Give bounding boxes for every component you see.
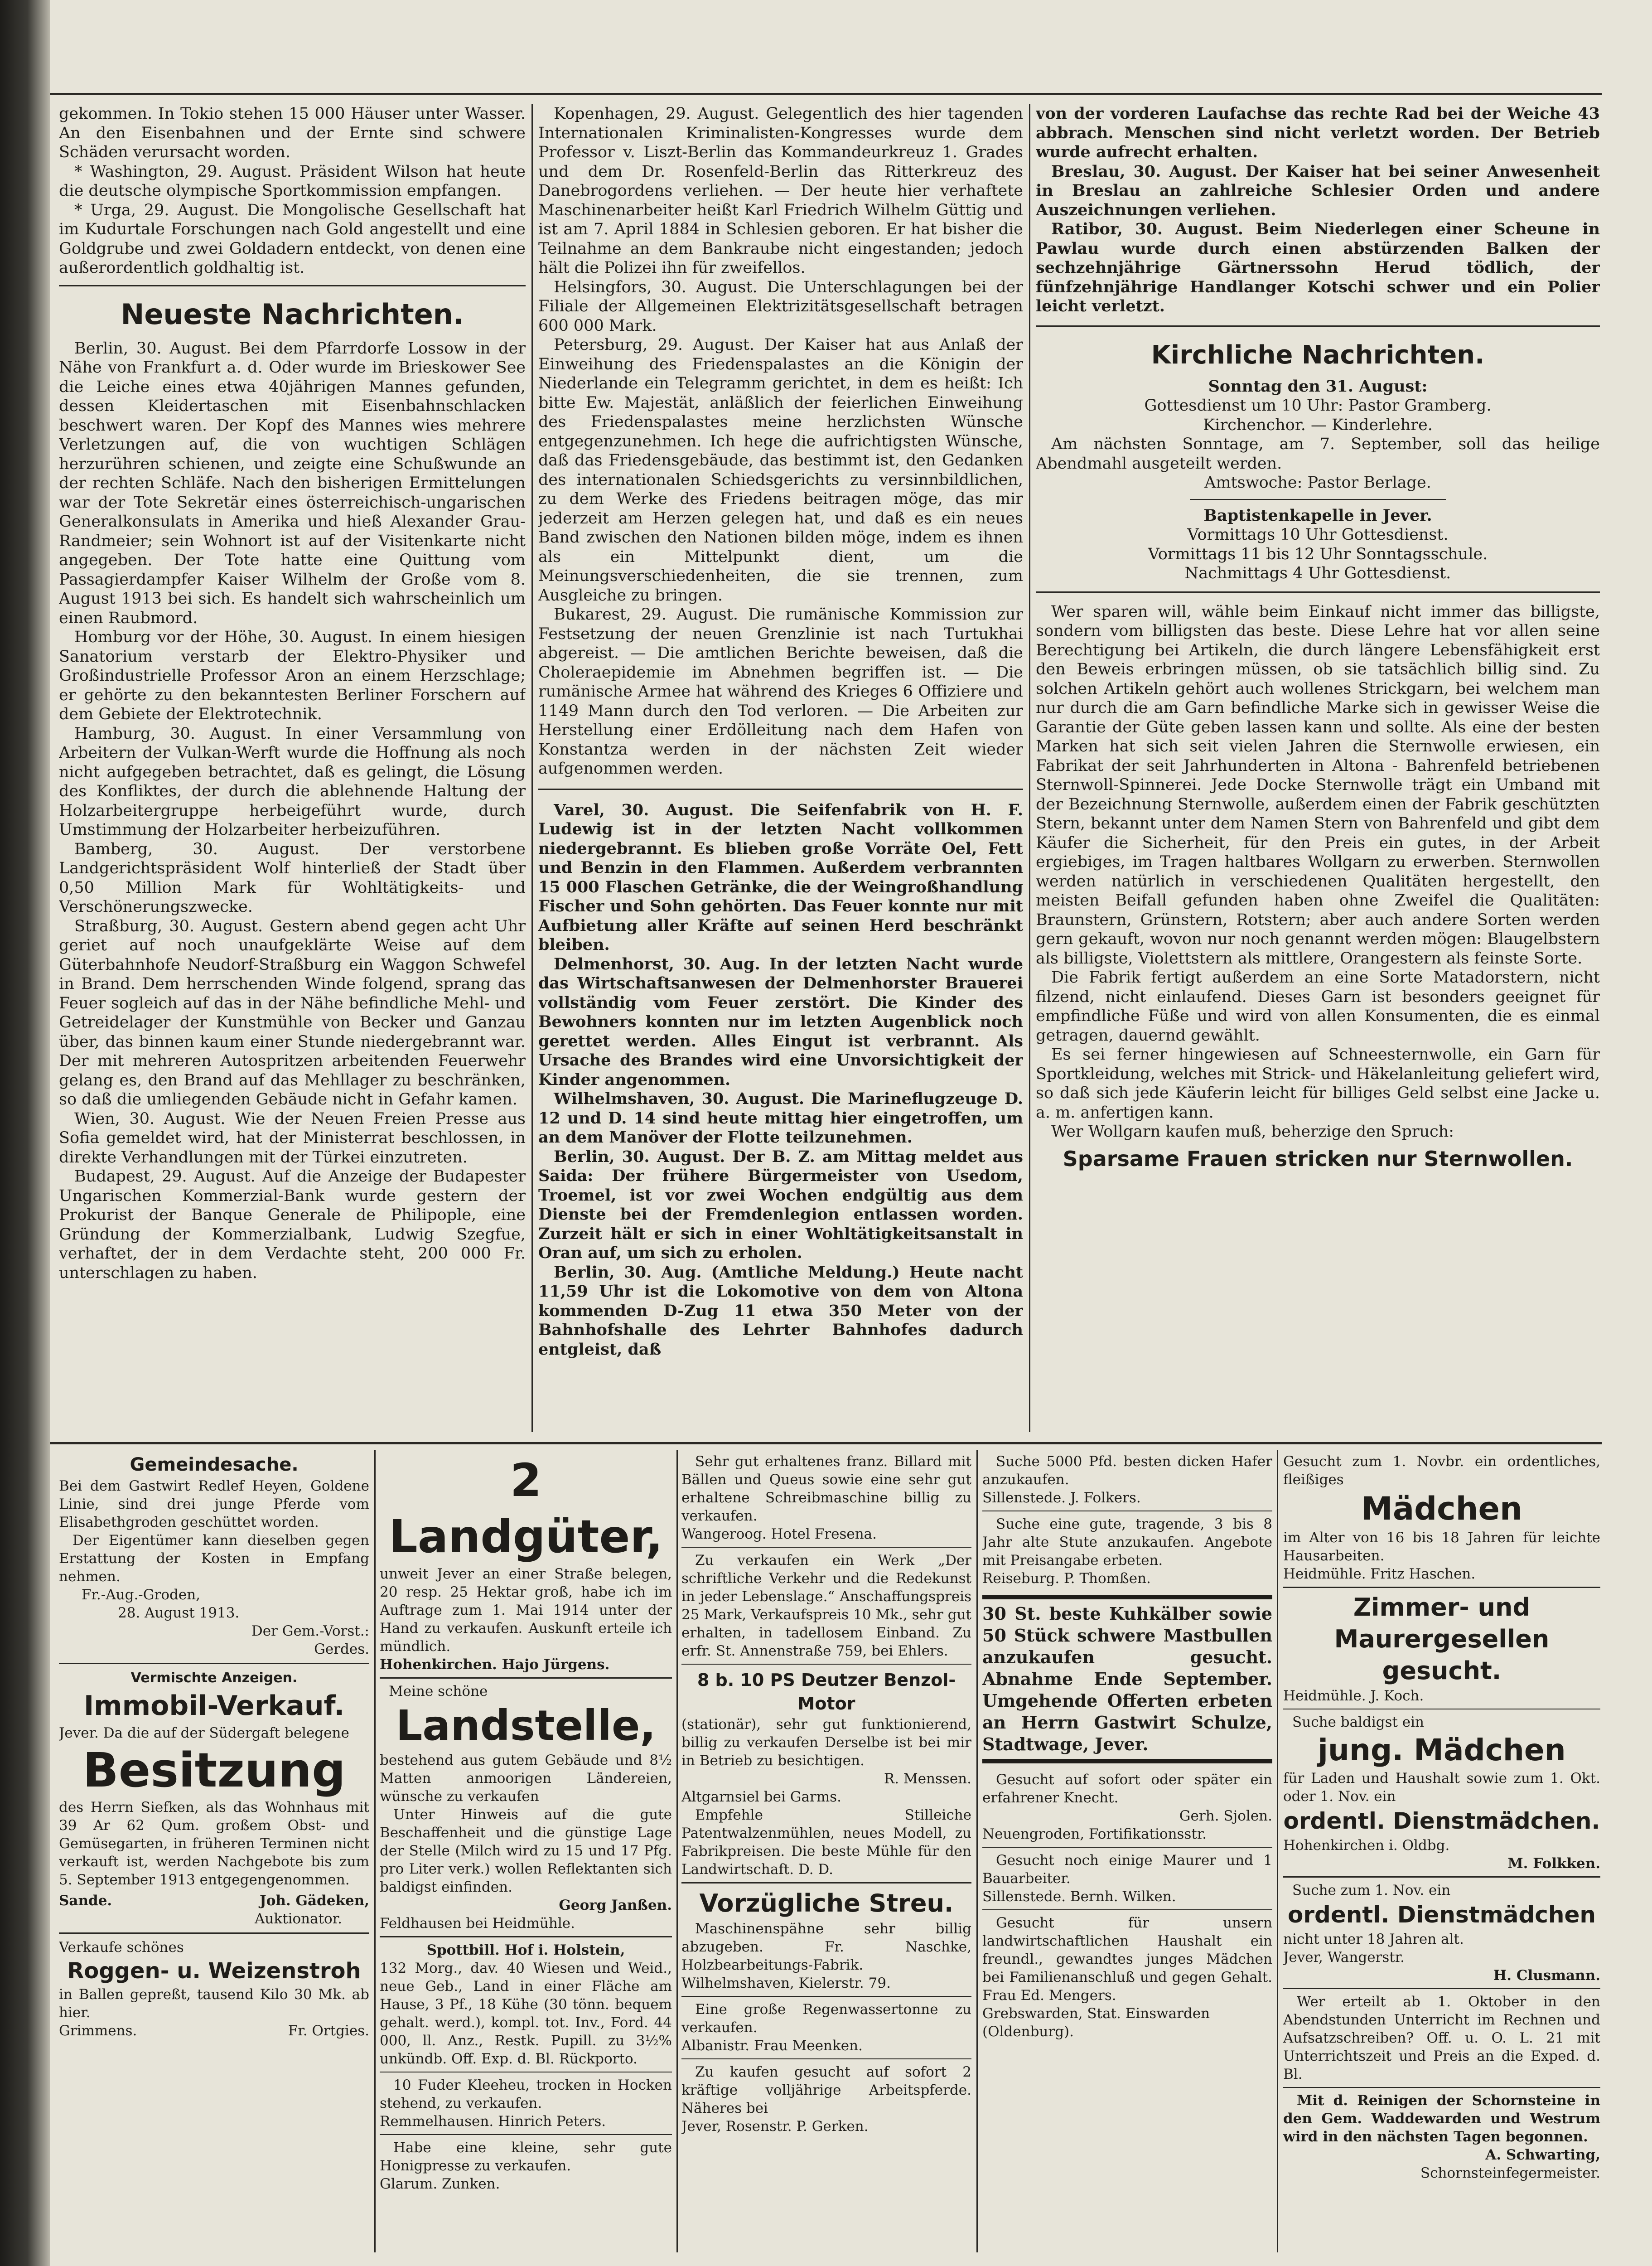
ad-immobil-auctioneer: Joh. Gädeken, bbox=[260, 1893, 369, 1909]
article-bamberg: Bamberg, 30. August. Der verstorbene Landgerichtspräsident Wolf hinterließ der Stadt über 0,50 Million Mark für Wohltätigkeits- und Verschönerungszwecke. bbox=[59, 840, 526, 916]
ad-kleeheu-signature: Remmelhausen. Hinrich Peters. bbox=[380, 2113, 606, 2130]
ad-gemeindesache-signer-name: Gerdes. bbox=[314, 1641, 369, 1657]
ad-landgueter-title: 2 Landgüter, bbox=[389, 1454, 663, 1563]
ad-divider bbox=[1283, 1876, 1600, 1878]
column-rule-1 bbox=[531, 104, 533, 1432]
article-berlin-saida: Berlin, 30. August. Der B. Z. am Mittag meldet aus Saida: Der frühere Bürgermeister von Usedom, Troemel, ist vor zwei Wochen endgültig aus dem Dienste bei der Fremdenlegion entlassen worden. Zurzeit hält er sich in einer Wohltätigkeitsanstalt in Oran auf, um sich zu erholen. bbox=[538, 1147, 1023, 1262]
newspaper-page bbox=[50, 0, 1652, 2266]
ad-kaelber-box bbox=[982, 1595, 1272, 1763]
ad-stute-text: Suche eine gute, tragende, 3 bis 8 Jahr alte Stute anzukaufen. Angebote mit Preisangabe erbeten. bbox=[982, 1516, 1272, 1569]
heading-neueste-nachrichten: Neueste Nachrichten. bbox=[121, 297, 464, 331]
ad-maurer-signature: Sillenstede. Bernh. Wilken. bbox=[982, 1888, 1176, 1905]
ads-column-1 bbox=[59, 1453, 369, 2255]
ad-landstelle-place: Feldhausen bei Heidmühle. bbox=[380, 1915, 575, 1932]
article-urga: * Urga, 29. August. Die Mongolische Gesellschaft hat im Kudurtale Forschungen nach Gold angestellt und eine Goldgrube und zwei Goldadern entdeckt, von denen eine außerordentlich goldhaltig ist. bbox=[59, 201, 526, 277]
ad-dienstmaedchen-2-place: Jever, Wangerstr. bbox=[1283, 1949, 1405, 1966]
ad-kleeheu-text: 10 Fuder Kleeheu, trocken in Hocken stehend, zu verkaufen. bbox=[380, 2077, 672, 2111]
ad-stroh-intro: Verkaufe schönes bbox=[59, 1939, 184, 1956]
ad-dienstmaedchen-2-title: ordentl. Dienstmädchen bbox=[1288, 1902, 1596, 1928]
ad-immobil-text: des Herrn Siefken, als das Wohnhaus mit 39 Ar 62 Qum. großem Obst- und Gemüsegarten, in früheren Terminen nicht verkauft ist, werden Nachgebote bis zum 5. September 1913 entgegengenommen. bbox=[59, 1799, 369, 1888]
ad-hafer-signature: Sillenstede. J. Folkers. bbox=[982, 1490, 1141, 1506]
ads-column-4 bbox=[982, 1453, 1272, 2255]
ad-unterricht-text: Wer erteilt ab 1. Oktober in den Abendstunden Unterricht im Rechnen und Aufsatzschreiben? Off. u. O. L. 21 mit Unterrichtszeit und Preis an die Exped. d. Bl. bbox=[1283, 1994, 1600, 2082]
ad-schornstein-name: A. Schwarting, bbox=[1485, 2147, 1600, 2163]
ad-maedchen-region: (Oldenburg). bbox=[982, 2024, 1074, 2040]
sternwolle-ad-schneestern: Es sei ferner hingewiesen auf Schneesternwolle, ein Garn für Sportkleidung, welches mit Strick- und Häkelanleitung geliefert wird, so daß sich jede Käuferin leicht für billiges Geld selbst eine Jacke u. a. m. anfertigen kann. bbox=[1036, 1046, 1600, 1122]
article-petersburg: Petersburg, 29. August. Der Kaiser hat aus Anlaß der Einweihung des Friedenspalastes an die Königin der Niederlande ein Telegramm gerichtet, in dem es heißt: Ich bitte Ew. Majestät, anläßlich der feierlichen Einweihung des Friedenspalastes meine herzlichsten Wünsche entgegenzunehmen. Ich hege die aufrichtigsten Wünsche, daß das Friedensgebäude, das bestimmt ist, den Gedanken des internationalen Schiedsgerichts zu versinnbildlichen, zu dem Werke des Friedens beitragen möge, das mir jederzeit am Herzen gelegen hat, und daß es ein neues Band zwischen den Nationen bilden möge, indem es ihnen als ein Mittelpunkt dient, um die Meinungsverschiedenheiten, die sie trennen, zum Ausgleiche zu bringen. bbox=[538, 336, 1023, 605]
section-divider bbox=[1190, 499, 1446, 500]
article-varel: Varel, 30. August. Die Seifenfabrik von H. F. Ludewig ist in der letzten Nacht vollkommen niedergebrannt. Es blieben große Vorräte Oel, Fett und Benzin in den Flammen. Außerdem verbrannten 15 000 Flaschen Getränke, die der Weingroßhandlung Fischer und Sohn gehörten. Das Feuer konnte nur mit Aufbietung aller Kräfte auf seinen Herd beschränkt bleiben. bbox=[538, 800, 1023, 954]
article-homburg: Homburg vor der Höhe, 30. August. In einem hiesigen Sanatorium verstarb der Elektro-Physiker und Großindustrielle Professor Aron an einem Herzschlage; er gehörte zu den bekanntesten Berliner Forschern auf dem Gebiete der Elektrotechnik. bbox=[59, 628, 526, 723]
article-bukarest: Bukarest, 29. August. Die rumänische Kommission zur Festsetzung der neuen Grenzlinie ist nach Turtukhai abgereist. — Die amtlichen Berichte beweisen, daß die Choleraepidemie im Abnehmen begriffen ist. — Die rumänische Armee hat während des Krieges 6 Offiziere und 1149 Mann durch den Tod verloren. — Die Arbeiten zur Herstellung einer Erdölleitung nach dem Hafen von Konstantza werden in der nächsten Zeit wieder aufgenommen werden. bbox=[538, 605, 1023, 778]
article-tokio: gekommen. In Tokio stehen 15 000 Häuser unter Wasser. An den Eisenbahnen und der Ernte sind schwere Schäden verursacht worden. bbox=[59, 105, 526, 161]
ad-jung-maedchen-intro: Suche baldigst ein bbox=[1292, 1714, 1425, 1730]
ad-gemeindesache-text-2: Der Eigentümer kann dieselben gegen Erstattung der Kosten in Empfang nehmen. bbox=[59, 1532, 369, 1585]
ad-gesucht-maedchen-text: Gesucht zum 1. Novbr. ein ordentliches, fleißiges bbox=[1283, 1453, 1600, 1488]
ads-rule-3 bbox=[976, 1450, 978, 2252]
ad-divider bbox=[681, 1547, 971, 1548]
church-choir: Kirchenchor. — Kinderlehre. bbox=[1203, 416, 1433, 434]
ad-streu-title: Vorzügliche Streu. bbox=[699, 1889, 954, 1917]
ad-gemeindesache-signer: Der Gem.-Vorst.: bbox=[251, 1623, 369, 1639]
church-service: Gottesdienst um 10 Uhr: Pastor Gramberg. bbox=[1144, 397, 1492, 415]
news-column-3 bbox=[1036, 104, 1600, 1432]
ad-dienstmaedchen-place: Hohenkirchen i. Oldbg. bbox=[1283, 1837, 1450, 1854]
ad-stroh-text: in Ballen gepreßt, tausend Kilo 30 Mk. ab hier. bbox=[59, 1986, 369, 2021]
article-berlin-cont: von der vorderen Laufachse das rechte Rad bei der Weiche 43 abbrach. Menschen sind nicht verletzt worden. Der Betrieb wurde aufrecht erhalten. bbox=[1036, 104, 1600, 161]
ad-divider bbox=[681, 1882, 971, 1883]
ad-dienstmaedchen-name: M. Folkken. bbox=[1507, 1855, 1600, 1872]
ad-maurergesellen-signature: Heidmühle. J. Koch. bbox=[1283, 1688, 1424, 1704]
ad-landgueter-text: unweit Jever an einer Straße belegen, 20 resp. 25 Hektar groß, habe ich im Auftrage zum 1. Mai 1914 unter der Hand zu verkaufen. Auskunft erteile ich mündlich. bbox=[380, 1566, 672, 1655]
ad-motor-text: (stationär), sehr gut funktionierend, billig zu verkaufen Derselbe ist bei mir in Betrieb zu besichtigen. bbox=[681, 1716, 971, 1769]
ad-gemeindesache-place: Fr.-Aug.-Groden, bbox=[82, 1587, 201, 1603]
top-border bbox=[50, 93, 1602, 95]
ad-dienstmaedchen-2-intro: Suche zum 1. Nov. ein bbox=[1292, 1882, 1451, 1898]
ad-kaelber-text: 30 St. beste Kuhkälber sowie 50 Stück schwere Mastbullen anzukaufen gesucht. Abnahme Ende September. Umgehende Offerten erbeten an Herrn Gastwirt Schulze, Stadtwage, Jever. bbox=[982, 1603, 1272, 1754]
sternwolle-ad-text: Wer sparen will, wähle beim Einkauf nicht immer das billigste, sondern vom billigsten das beste. Diese Lehre hat vor allen seine Berechtigung bei Artikeln, die durch längere Lebensfähigkeit erst den Beweis erbringen müssen, ob sie tatsächlich billig sind. Zu solchen Artikeln gehört auch wollenes Strickgarn, bei welchem man nur durch die am Garn befindliche Marke sich in gewisser Weise die Garantie der Güte geben lassen kann und sollte. Als eine der besten Marken hat sich seit vielen Jahren die Sternwolle erwiesen, ein Fabrikat der seit Jahrhunderten in Altona - Bahrenfeld betriebenen Sternwoll-Spinnerei. Jede Docke Sternwolle trägt ein Umband mit der Bezeichnung Sternwolle, außerdem einen der Fabrik geschützten Stern, bekannt unter dem Namen Stern von Bahrenfeld und gibt dem Käufer die Sicherheit, für den Preis ein gutes, in der Arbeit ergiebiges, im Tragen haltbares Wollgarn zu erwerben. Sternwollen werden natürlich in verschiedenen Qualitäten hergestellt, den meisten Beifall gefunden haben ohne Zweifel die Qualitäten: Braunstern, Grünstern, Rotstern; aber auch andere Sorten werden gern gekauft, wovon nur noch genannt werden mögen: Blaugelbstern als billigste, Violettstern als mittlere, Orangestern als feinste Sorte. bbox=[1036, 602, 1600, 968]
ad-honigpresse-text: Habe eine kleine, sehr gute Honigpresse zu verkaufen. bbox=[380, 2140, 672, 2174]
ad-divider bbox=[1283, 1587, 1600, 1588]
ads-rule-4 bbox=[1277, 1450, 1278, 2252]
ad-motor-place: Altgarnsiel bei Garms. bbox=[681, 1789, 841, 1805]
article-washington: * Washington, 29. August. Präsident Wilson hat heute die deutsche olympische Sportkommission empfangen. bbox=[59, 162, 526, 200]
article-wilhelmshaven: Wilhelmshaven, 30. August. Die Marineflugzeuge D. 12 und D. 14 sind heute mittag hier eingetroffen, um an dem Manöver der Flotte teilzunehmen. bbox=[538, 1089, 1023, 1147]
ad-divider bbox=[681, 1664, 971, 1665]
section-divider bbox=[59, 285, 526, 286]
ad-landstelle-name: Georg Janßen. bbox=[559, 1897, 672, 1913]
ad-immobil-intro: Jever. Da die auf der Südergaft belegene bbox=[59, 1725, 349, 1741]
ads-column-5 bbox=[1283, 1453, 1600, 2255]
news-column-2 bbox=[538, 104, 1023, 1432]
ad-hafer-text: Suche 5000 Pfd. besten dicken Hafer anzukaufen. bbox=[982, 1453, 1272, 1488]
ad-schornstein-title: Schornsteinfegermeister. bbox=[1420, 2165, 1600, 2181]
section-divider bbox=[1036, 591, 1600, 593]
sternwolle-slogan: Sparsame Frauen stricken nur Sternwollen. bbox=[1063, 1146, 1573, 1171]
baptist-service-1: Vormittags 10 Uhr Gottesdienst. bbox=[1187, 526, 1449, 544]
ad-immobil-place: Sande. bbox=[59, 1893, 112, 1909]
ad-billard-text: Sehr gut erhaltenes franz. Billard mit Bällen und Queus sowie eine sehr gut erhaltene Schreibmaschine billig zu verkaufen. bbox=[681, 1453, 971, 1524]
ad-divider bbox=[380, 2134, 672, 2135]
ad-honigpresse-signature: Glarum. Zunken. bbox=[380, 2176, 500, 2192]
binding-gutter bbox=[0, 0, 50, 2266]
ad-landstelle-text: bestehend aus gutem Gebäude und 8½ Matten anmoorigen Ländereien, wünsche zu verkaufen bbox=[380, 1752, 672, 1805]
ad-divider bbox=[380, 1936, 672, 1937]
ad-divider bbox=[59, 1932, 369, 1934]
ad-maurergesellen-title: Zimmer- und Maurergesellen gesucht. bbox=[1334, 1593, 1550, 1685]
column-rule-2 bbox=[1029, 104, 1030, 1432]
ad-maedchen-text: Gesucht für unsern landwirtschaftlichen Haushalt ein freundl., gewandtes junges Mädchen bei Familienanschluß und gegen Gehalt. Frau Ed. Mengers. bbox=[982, 1915, 1272, 2004]
vermischte-anzeigen-heading: Vermischte Anzeigen. bbox=[130, 1670, 298, 1686]
ad-knecht-text: Gesucht auf sofort oder später ein erfahrener Knecht. bbox=[982, 1772, 1272, 1806]
ad-dienstmaedchen-2-name: H. Clusmann. bbox=[1493, 1967, 1600, 1984]
ad-dienstmaedchen-title: ordentl. Dienstmädchen. bbox=[1283, 1808, 1600, 1834]
ad-buch-text: Zu verkaufen ein Werk „Der schriftliche Verkehr und die Redekunst in jeder Lebenslage.“ Anschaffungspreis 25 Mark, Verkaufspreis 10 Mk., sehr gut erhalten, in tadellosem Einband. Zu erfr. St. Annenstraße 759, bei Ehlers. bbox=[681, 1552, 971, 1659]
ad-maedchen-title: Mädchen bbox=[1361, 1490, 1522, 1527]
ad-motor-name: R. Menssen. bbox=[884, 1771, 971, 1787]
ad-gemeindesache-text: Bei dem Gastwirt Redlef Heyen, Goldene Linie, sind drei junge Pferde vom Elisabethgroden geschüttet worden. bbox=[59, 1478, 369, 1530]
ad-stroh-place: Grimmens. bbox=[59, 2023, 137, 2039]
ad-billard-signature: Wangeroog. Hotel Fresena. bbox=[681, 1526, 877, 1542]
baptist-chapel-heading: Baptistenkapelle in Jever. bbox=[1203, 506, 1432, 525]
ad-knecht-place: Neuengroden, Fortifikationsstr. bbox=[982, 1826, 1207, 1842]
ad-landstelle-title: Landstelle, bbox=[396, 1701, 656, 1750]
section-divider bbox=[538, 789, 1023, 790]
article-budapest: Budapest, 29. August. Auf die Anzeige der Budapester Ungarischen Kommerzial-Bank wurde gestern der Prokurist der Banque Generale de Philipople, eine Gründung der Kommerzialbank, Ludwig Szegfue, verhaftet, der in dem Verdachte steht, 200 000 Fr. unterschlagen zu haben. bbox=[59, 1167, 526, 1282]
article-wien: Wien, 30. August. Wie der Neuen Freien Presse aus Sofia gemeldet wird, hat der Ministerrat beschlossen, in direkte Verhandlungen mit der Türkei einzutreten. bbox=[59, 1109, 526, 1167]
article-kopenhagen: Kopenhagen, 29. August. Gelegentlich des hier tagenden Internationalen Kriminalisten-Kongresses wurde dem Professor v. Liszt-Berlin das Kommandeurkreuz 1. Grades und dem Dr. Rosenfeld-Berlin das Ritterkreuz des Danebrogordens verliehen. — Der heute hier verhaftete Maschinenarbeiter heißt Karl Friedrich Wilhelm Güttig und ist am 7. April 1884 in Schlesien geboren. Er hat bisher die Teilnahme an dem Bankraube nicht eingestanden; jedoch hält die Polizei ihn für zweifellos. bbox=[538, 105, 1023, 277]
ad-besitzung-title: Besitzung bbox=[82, 1743, 346, 1798]
church-next-sunday: Am nächsten Sonntage, am 7. September, soll das heilige Abendmahl ausgeteilt werden. bbox=[1036, 435, 1600, 473]
ad-maedchen-details: im Alter von 16 bis 18 Jahren für leichte Hausarbeiten. bbox=[1283, 1530, 1600, 1564]
heading-kirchliche-nachrichten: Kirchliche Nachrichten. bbox=[1151, 340, 1485, 370]
ad-streu-text: Maschinenspähne sehr billig abzugeben. Fr. Naschke, Holzbearbeitungs-Fabrik. Wilhelmshaven, Kielerstr. 79. bbox=[681, 1921, 971, 1991]
ad-maedchen-signature: Heidmühle. Fritz Haschen. bbox=[1283, 1566, 1476, 1582]
ad-divider bbox=[681, 1996, 971, 1997]
baptist-sunday-school: Vormittags 11 bis 12 Uhr Sonntagsschule. bbox=[1148, 545, 1488, 563]
ad-knecht-name: Gerh. Sjolen. bbox=[1179, 1808, 1272, 1824]
ad-pferde-signature: Jever, Rosenstr. P. Gerken. bbox=[681, 2118, 869, 2135]
ad-maurer-text: Gesucht noch einige Maurer und 1 Bauarbeiter. bbox=[982, 1852, 1272, 1887]
article-strassburg: Straßburg, 30. August. Gestern abend gegen acht Uhr geriet auf noch unaufgeklärte Weise auf dem Güterbahnhofe Neudorf-Straßburg ein Waggon Schwefel in Brand. Dem herrschenden Winde folgend, sprang das Feuer sogleich auf das in der Nähe befindliche Mehl- und Getreidelager der Kunstmühle von Becker und Ganzau über, das binnen kaum einer Stunde niedergebrannt war. Der mit mehreren Autospritzen arbeitenden Feuerwehr gelang es, den Brand auf das Mehllager zu beschränken, so daß die umliegenden Gebäude nicht in Gefahr kamen. bbox=[59, 917, 526, 1109]
ad-maedchen-place: Grebswarden, Stat. Einswarden bbox=[982, 2005, 1210, 2022]
ad-landstelle-intro: Meine schöne bbox=[389, 1683, 488, 1700]
ads-rule-1 bbox=[374, 1450, 376, 2252]
ad-gemeindesache-title: Gemeindesache. bbox=[130, 1454, 299, 1475]
ad-pferde-text: Zu kaufen gesucht auf sofort 2 kräftige volljährige Arbeitspferde. Näheres bei bbox=[681, 2064, 971, 2116]
ad-immobil-title: Immobil-Verkauf. bbox=[83, 1690, 345, 1722]
ad-tonne-text: Eine große Regenwassertonne zu verkaufen. bbox=[681, 2001, 971, 2036]
ad-landgueter-signature: Hohenkirchen. Hajo Jürgens. bbox=[380, 1656, 610, 1673]
ad-divider bbox=[1283, 2087, 1600, 2088]
ad-hof-title: Spottbill. Hof i. Holstein, bbox=[426, 1942, 625, 1958]
ad-schornstein-text: Mit d. Reinigen der Schornsteine in den Gem. Waddewarden und Westrum wird in den nächsten Tagen begonnen. bbox=[1283, 2092, 1600, 2145]
article-hamburg: Hamburg, 30. August. In einer Versammlung von Arbeitern der Vulkan-Werft wurde die Hoffnung als noch nicht aufgegeben betrachtet, daß es gelingt, die Lösung des Konfliktes, der durch die ablehnende Haltung der Holzarbeitergruppe herbeigeführt wurde, durch Umstimmung der Holzarbeiter herbeizuführen. bbox=[59, 724, 526, 839]
article-berlin: Berlin, 30. August. Bei dem Pfarrdorfe Lossow in der Nähe von Frankfurt a. d. Oder wurde im Brieskower See die Leiche eines etwa 40jährigen Mannes gefunden, dessen Kleidertaschen mit Eisenbahnschlacken beschwert waren. Der Kopf des Mannes wies mehrere Verletzungen auf, die von wuchtigen Schlägen herzurühren schienen, und zeigte eine Schußwunde an der rechten Schläfe. Nach den bisherigen Ermittelungen war der Tote Sekretär eines österreichisch-ungarischen Generalkonsulats in Amerika und hieß Alexander Grau-Randmeier; sein Wohnort ist auf der Visitenkarte nicht angegeben. Der Tote hatte eine Quittung vom Passagierdampfer Kaiser Wilhelm der Große vom 8. August 1913 bei sich. Es handelt sich wahrscheinlich um einen Raubmord. bbox=[59, 339, 526, 627]
ad-stroh-title: Roggen- u. Weizenstroh bbox=[67, 1958, 361, 1984]
ads-column-3 bbox=[681, 1453, 971, 2255]
ad-jung-maedchen-title: jung. Mädchen bbox=[1318, 1733, 1566, 1767]
ads-column-2 bbox=[380, 1453, 672, 2255]
section-divider bbox=[1036, 325, 1600, 327]
ads-top-rule bbox=[50, 1442, 1602, 1444]
article-helsingfors: Helsingfors, 30. August. Die Unterschlagungen bei der Filiale der Allgemeinen Elektrizitätsgesellschaft betragen 600 000 Mark. bbox=[538, 278, 1023, 335]
ad-motor-title: 8 b. 10 PS Deutzer Benzol-Motor bbox=[697, 1670, 956, 1714]
article-breslau: Breslau, 30. August. Der Kaiser hat bei seiner Anwesenheit in Breslau an zahlreiche Schlesier Orden und andere Auszeichnungen verliehen. bbox=[1036, 162, 1600, 219]
ads-rule-2 bbox=[676, 1450, 678, 2252]
ad-divider bbox=[1283, 1988, 1600, 1989]
ad-divider bbox=[59, 1663, 369, 1664]
ad-tonne-signature: Albanistr. Frau Meenken. bbox=[681, 2038, 863, 2054]
ad-landstelle-text-2: Unter Hinweis auf die gute Beschaffenheit und die günstige Lage der Stelle (Milch wird zu 15 und 17 Pfg. pro Liter verk.) wollen Reflektanten sich baldigst einfinden. bbox=[380, 1806, 672, 1895]
sternwolle-ad-matador: Die Fabrik fertigt außerdem an eine Sorte Matadorstern, nicht filzend, nicht einlaufend. Dieses Garn ist besonders geeignet für empfindliche Füße und wird von allen Konsumenten, die es einmal getragen, dauernd gewählt. bbox=[1036, 968, 1600, 1045]
sternwolle-ad-motto: Wer Wollgarn kaufen muß, beherzige den Spruch: bbox=[1051, 1123, 1454, 1141]
ad-stroh-signature bbox=[59, 2022, 369, 2040]
article-berlin-amtlich: Berlin, 30. Aug. (Amtliche Meldung.) Heute nacht 11,59 Uhr ist die Lokomotive von dem von Altona kommenden D-Zug 11 etwa 350 Meter von der Bahnhofshalle des Lehrter Bahnhofes dadurch entgleist, daß bbox=[538, 1263, 1023, 1359]
ad-immobil-signature bbox=[59, 1892, 369, 1910]
ad-immobil-auctioneer-title: Auktionator. bbox=[254, 1911, 342, 1927]
article-ratibor: Ratibor, 30. August. Beim Niederlegen einer Scheune in Pawlau wurde durch einen abstürzenden Balken der sechzehnjährige Gärtnerssohn Herud tödlich, der fünfzehnjährige Handlanger Kotschi schwer und ein Polier leicht verletzt. bbox=[1036, 220, 1600, 315]
church-duty-week: Amtswoche: Pastor Berlage. bbox=[1204, 474, 1431, 492]
ad-divider bbox=[982, 1909, 1272, 1910]
ad-stute-signature: Reiseburg. P. Thomßen. bbox=[982, 1570, 1151, 1587]
ad-hof-text: 132 Morg., dav. 40 Wiesen und Weid., neue Geb., Land in einer Fläche am Hause, 3 Pf., 18 Kühe (30 tönn. bequem gehalt. werd.), kompl. tot. Inv., Ford. 44 000, ll. Anz., Restk. Pupill. zu 3½% unkündb. Off. Exp. d. Bl. Rückporto. bbox=[380, 1960, 672, 2067]
ad-divider bbox=[681, 2058, 971, 2059]
ad-muehle-text: Empfehle Stilleiche Patentwalzenmühlen, neues Modell, zu Fabrikpreisen. Die beste Mühle für den Landwirtschaft. D. D. bbox=[681, 1807, 971, 1878]
baptist-service-2: Nachmittags 4 Uhr Gottesdienst. bbox=[1184, 564, 1451, 582]
ad-jung-maedchen-text: für Laden und Haushalt sowie zum 1. Okt. oder 1. Nov. ein bbox=[1283, 1770, 1600, 1805]
article-delmenhorst: Delmenhorst, 30. Aug. In der letzten Nacht wurde das Wirtschaftsanwesen der Delmenhorster Brauerei vollständig vom Feuer zerstört. Die Kinder des Bewohners konnten nur im letzten Augenblick noch gerettet werden. Alles Eingut ist verbrannt. Als Ursache des Brandes wird eine Unvorsichtigkeit der Kinder angenommen. bbox=[538, 954, 1023, 1089]
church-sunday: Sonntag den 31. August: bbox=[1208, 377, 1428, 396]
news-column-1 bbox=[59, 104, 526, 1432]
ad-stroh-name: Fr. Ortgies. bbox=[288, 2023, 369, 2039]
ad-divider bbox=[982, 1847, 1272, 1848]
ad-dienstmaedchen-2-text: nicht unter 18 Jahren alt. bbox=[1283, 1931, 1464, 1947]
ad-gemeindesache-date: 28. August 1913. bbox=[118, 1605, 240, 1621]
ad-divider bbox=[380, 1677, 672, 1679]
